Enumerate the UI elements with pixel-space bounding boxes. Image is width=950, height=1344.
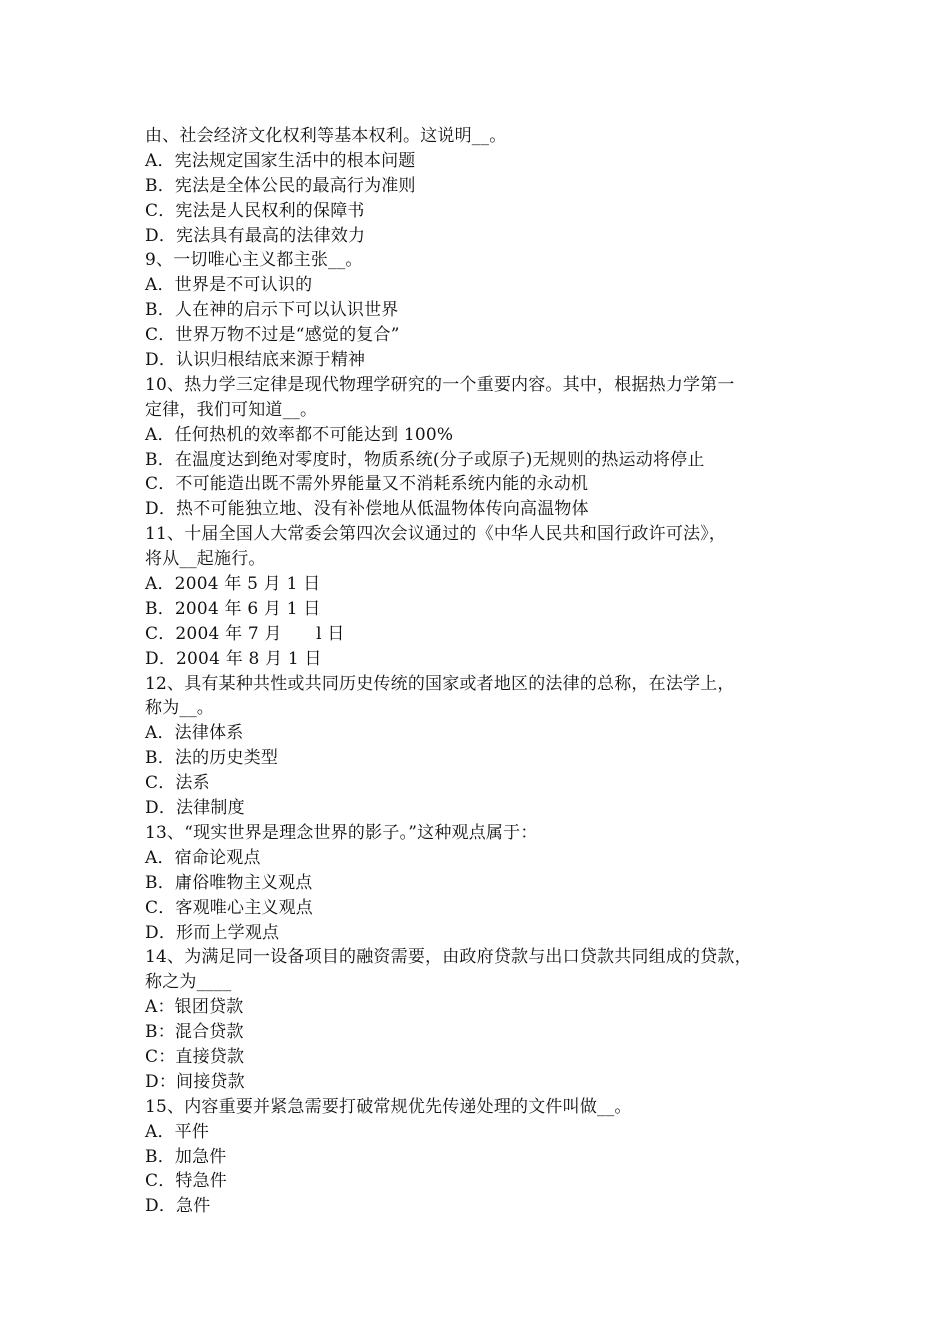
text-line: 15、内容重要并紧急需要打破常规优先传递处理的文件叫做__。 — [145, 1096, 632, 1117]
text-line: A．世界是不可认识的 — [145, 275, 313, 296]
text-line: 由、社会经济文化权利等基本权利。这说明__。 — [145, 126, 507, 146]
text-line: 12、具有某种共性或共同历史传统的国家或者地区的法律的总称，在法学上， — [145, 673, 735, 694]
text-line: 11、十届全国人大常委会第四次会议通过的《中华人民共和国行政许可法》， — [145, 524, 727, 545]
text-line: D．急件 — [145, 1196, 211, 1217]
text-line: B．加急件 — [145, 1146, 227, 1167]
text-line: A．宪法规定国家生活中的根本问题 — [145, 150, 416, 171]
text-line: 10、热力学三定律是现代物理学研究的一个重要内容。其中，根据热力学第一 — [145, 374, 735, 395]
text-line: D：间接贷款 — [145, 1071, 245, 1092]
text-line: B．人在神的启示下可以认识世界 — [145, 300, 399, 321]
text-line: C．宪法是人民权利的保障书 — [145, 200, 365, 221]
text-line: C．法系 — [145, 773, 210, 794]
text-line: C．世界万物不过是“感觉的复合” — [145, 325, 400, 346]
text-line: B．庸俗唯物主义观点 — [145, 872, 313, 893]
text-line: C．特急件 — [145, 1171, 228, 1192]
text-line: 将从__起施行。 — [145, 549, 266, 570]
text-line: C．客观唯心主义观点 — [145, 897, 314, 918]
text-line: D．宪法具有最高的法律效力 — [145, 225, 366, 246]
text-line: D．形而上学观点 — [145, 922, 280, 943]
text-line: B．2004 年 6 月 1 日 — [145, 598, 321, 619]
text-line: A．2004 年 5 月 1 日 — [145, 574, 321, 595]
text-line: 定律，我们可知道__。 — [145, 399, 318, 420]
text-line: 称为__。 — [145, 698, 214, 719]
text-line: A．平件 — [145, 1121, 210, 1142]
text-line: B．在温度达到绝对零度时，物质系统(分子或原子)无规则的热运动将停止 — [145, 449, 705, 470]
text-line: A．任何热机的效率都不可能达到 100% — [145, 424, 454, 445]
text-line: 14、为满足同一设备项目的融资需要，由政府贷款与出口贷款共同组成的贷款， — [145, 947, 752, 968]
text-line: D．法律制度 — [145, 798, 245, 819]
text-line: B：混合贷款 — [145, 1022, 244, 1043]
text-line: D．热不可能独立地、没有补偿地从低温物体传向高温物体 — [145, 499, 589, 520]
text-line: 13、“现实世界是理念世界的影子。”这种观点属于： — [145, 822, 538, 843]
text-line: C．不可能造出既不需外界能量又不消耗系统内能的永动机 — [145, 474, 589, 495]
text-line: D．认识归根结底来源于精神 — [145, 350, 366, 371]
text-line: C．2004 年 7 月 l 日 — [145, 623, 345, 644]
text-line: 称之为____ — [145, 972, 232, 993]
document-body — [145, 124, 825, 1219]
text-line: A．法律体系 — [145, 723, 244, 744]
text-line: C：直接贷款 — [145, 1046, 245, 1067]
text-line: 9、一切唯心主义都主张__。 — [145, 250, 363, 271]
text-line: A．宿命论观点 — [145, 847, 261, 868]
text-line: A：银团贷款 — [145, 997, 244, 1018]
text-line: B．宪法是全体公民的最高行为准则 — [145, 175, 416, 196]
text-line: D．2004 年 8 月 1 日 — [145, 648, 322, 669]
text-line: B．法的历史类型 — [145, 748, 279, 769]
